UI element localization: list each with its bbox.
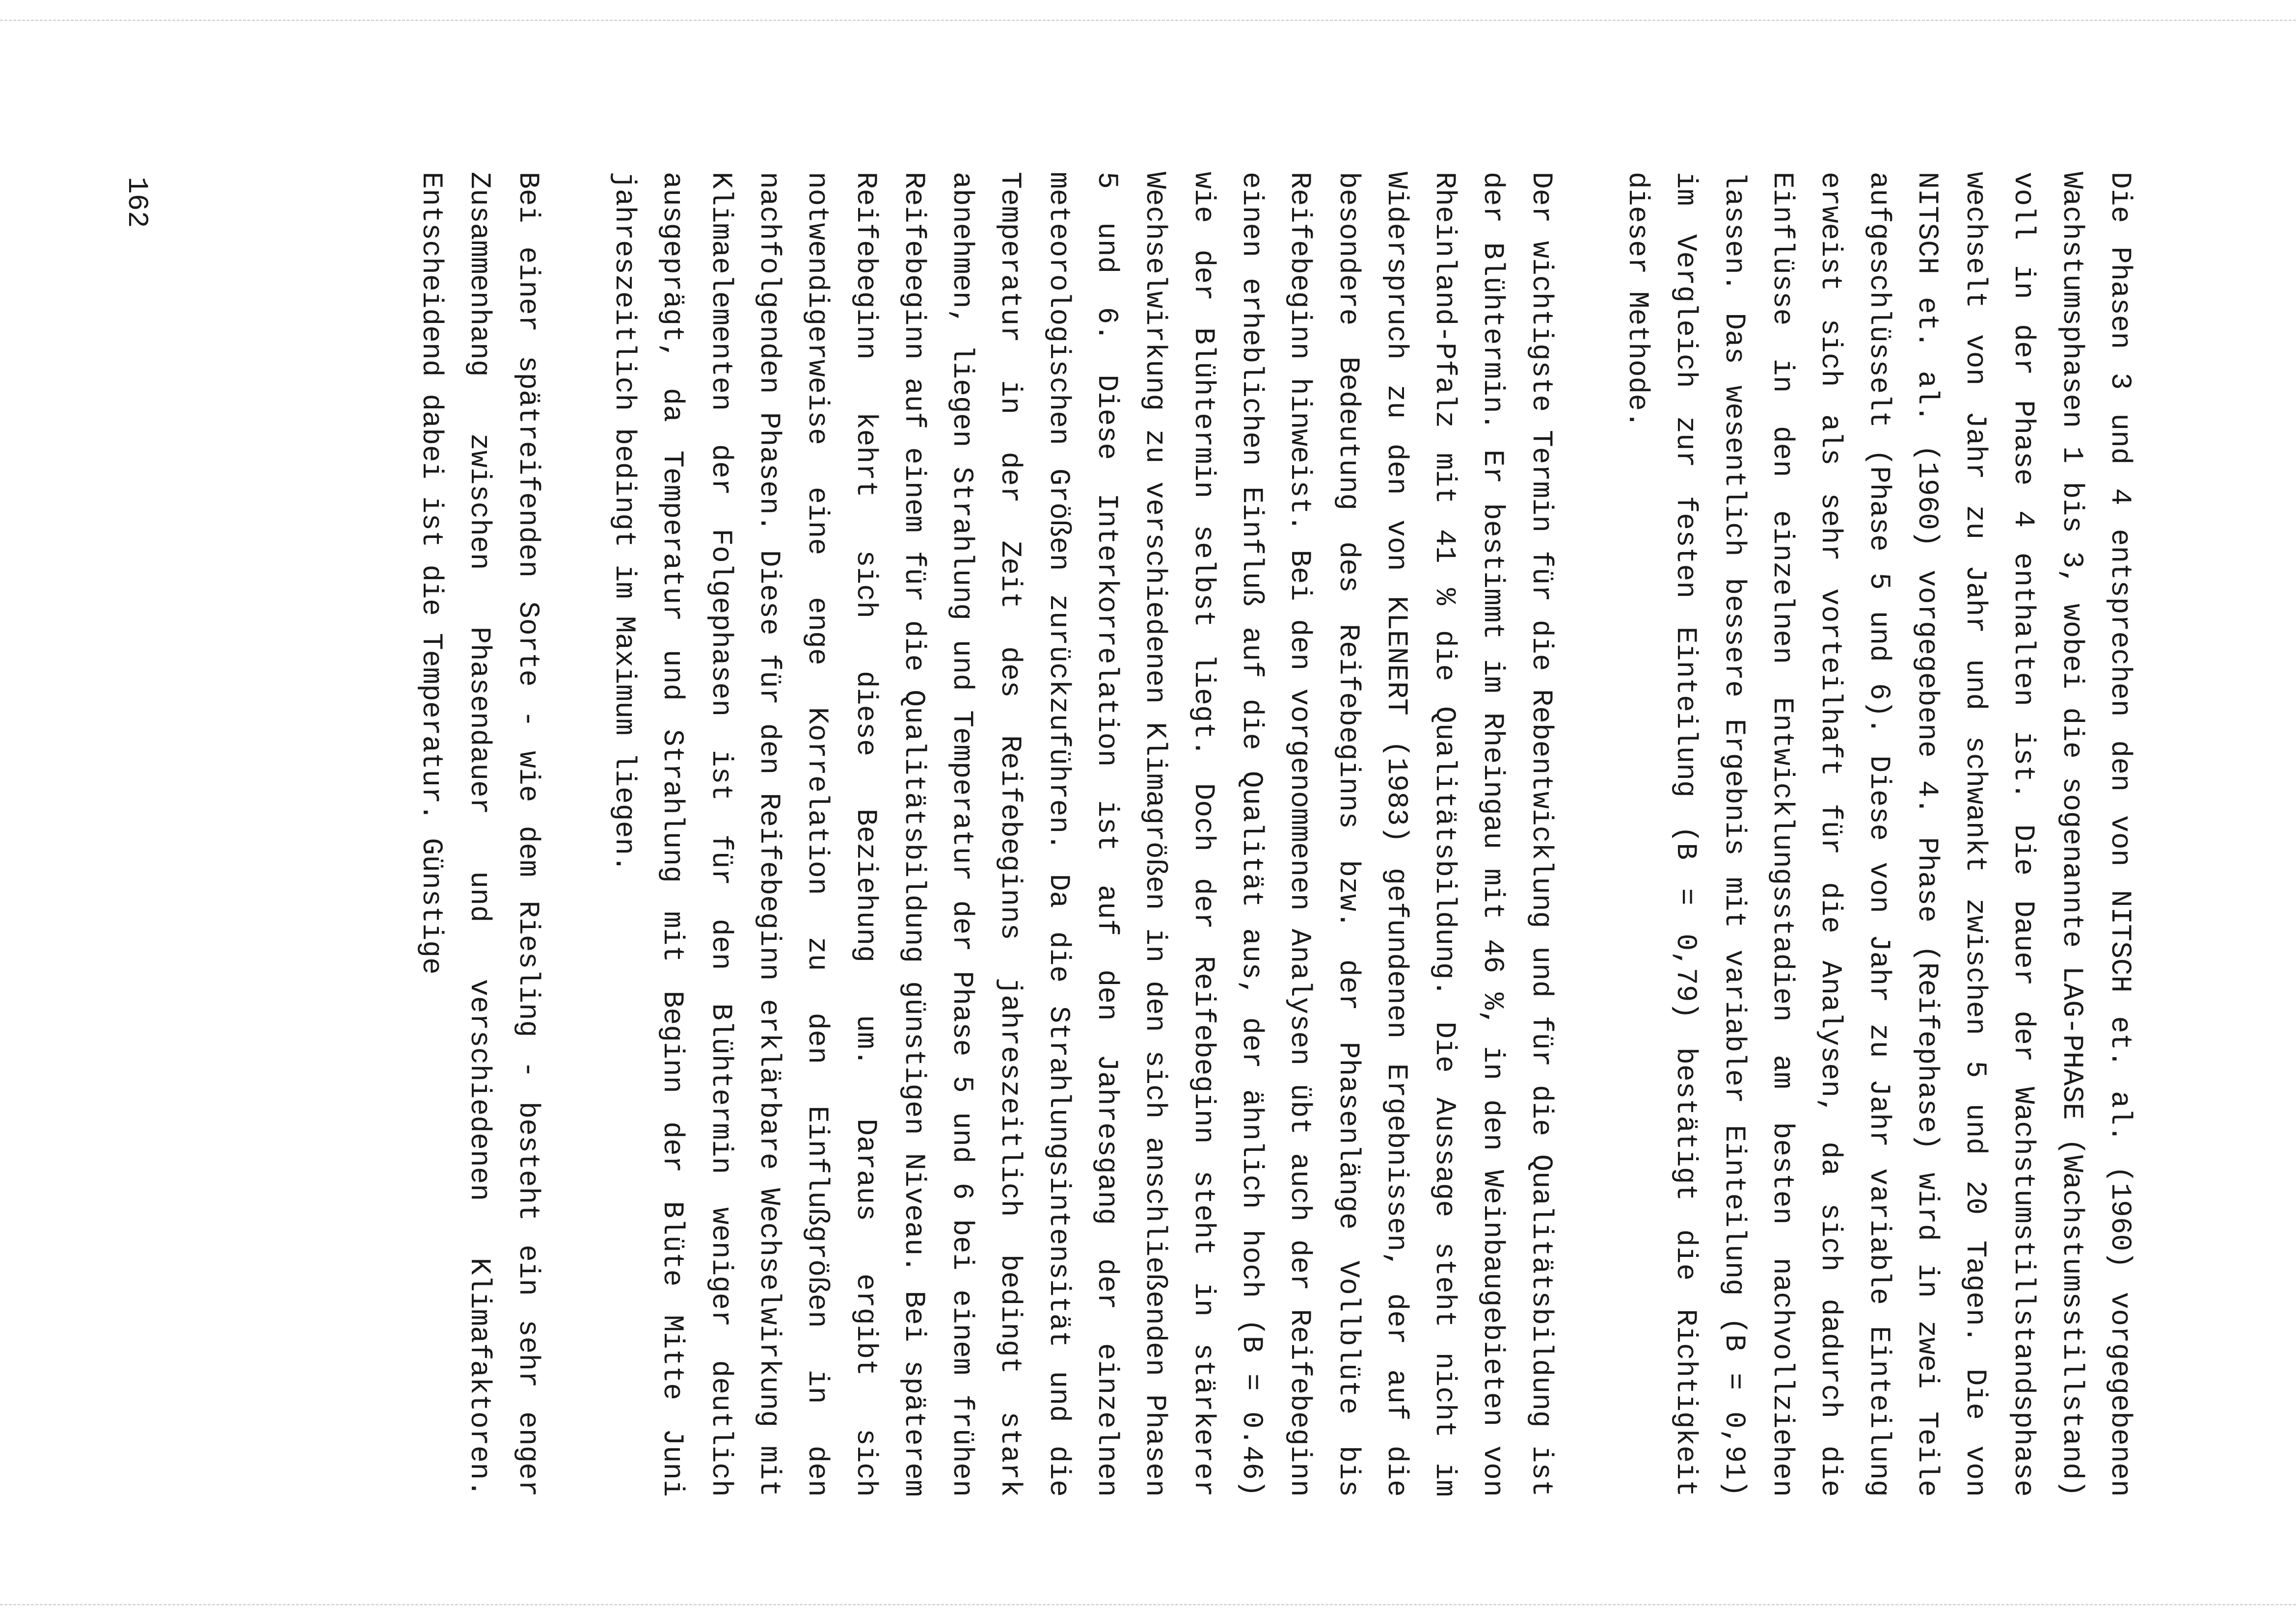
scan-edge-top (0, 20, 2296, 24)
paragraph: Die Phasen 3 und 4 entsprechen den von NITSCH et. al. (1960) vorgegebenen Wachstumsphasen 1 bis 3, wobei die sogenannte LAG-PHASE (Wachstumsstillstand) voll in der Phase 4 enthalten ist. Die Dauer der Wachstumstillstandsphase wechselt von Jahr zu Jahr und schwankt zwischen 5 und 20 Tagen. Die von NITSCH et. al. (1960) vorgegebene 4. Phase (Reifephase) wird in zwei Teile aufgeschlüsselt (Phase 5 und 6). Diese von Jahr zu Jahr variable Einteilung erweist sich als sehr vorteilhaft für die Analysen, da sich dadurch die Einflüsse in den einzelnen Entwicklungsstadien am besten nachvollziehen lassen. Das wesentlich bessere Ergebnis mit variabler Einteilung (B = 0,91) im Vergleich zur festen Einteilung (B = 0,79) bestätigt die Richtigkeit dieser Methode. (1621, 172, 2135, 1497)
page-number: 162 (120, 177, 152, 228)
paragraph: Bei einer spätreifenden Sorte - wie dem Riesling - besteht ein sehr enger Zusammenhang zwischen Phasendauer und verschiedenen Klimafaktoren. Entscheidend dabei ist die Temperatur. Günstige (415, 172, 543, 1497)
paragraph: Der wichtigste Termin für die Rebentwicklung und für die Qualitätsbildung ist der Blühtermin. Er bestimmt im Rheingau mit 46 %, in den Weinbaugebieten von Rheinland-Pfalz mit 41 % die Qualitätsbildung. Die Aussage steht nicht im Widerspruch zu den von KLENERT (1983) gefundenen Ergebnissen, der auf die besondere Bedeutung des Reifebeginns bzw. der Phasenlänge Vollblüte bis Reifebeginn hinweist. Bei den vorgenommenen Analysen übt auch der Reifebeginn einen erheblichen Einfluß auf die Qualität aus, der ähnlich hoch (B = 0.46) wie der Blühtermin selbst liegt. Doch der Reifebeginn steht in stärkerer Wechselwirkung zu verschiedenen Klimagrößen in den sich anschließenden Phasen 5 und 6. Diese Interkorrelation ist auf den Jahresgang der einzelnen meteorologischen Größen zurückzuführen. Da die Strahlungsintensität und die Temperatur in der Zeit des Reifebeginns jahreszeitlich bedingt stark abnehmen, liegen Strahlung und Temperatur der Phase 5 und 6 bei einem frühen Reifebeginn auf einem für die Qualitätsbildung günstigen Niveau. Bei späterem Reifebeginn kehrt sich diese Beziehung um. Daraus ergibt sich notwendigerweise eine enge Korrelation zu den Einflußgrößen in den nachfolgenden Phasen. Diese für den Reifebeginn erklärbare Wechselwirkung mit Klimaelementen der Folgephasen ist für den Blühtermin weniger deutlich ausgeprägt, da Temperatur und Strahlung mit Beginn der Blüte Mitte Juni jahreszeitlich bedingt im Maximum liegen. (608, 172, 1557, 1497)
document-body (131, 172, 2143, 1497)
scan-edge-bottom (0, 1604, 2296, 1608)
